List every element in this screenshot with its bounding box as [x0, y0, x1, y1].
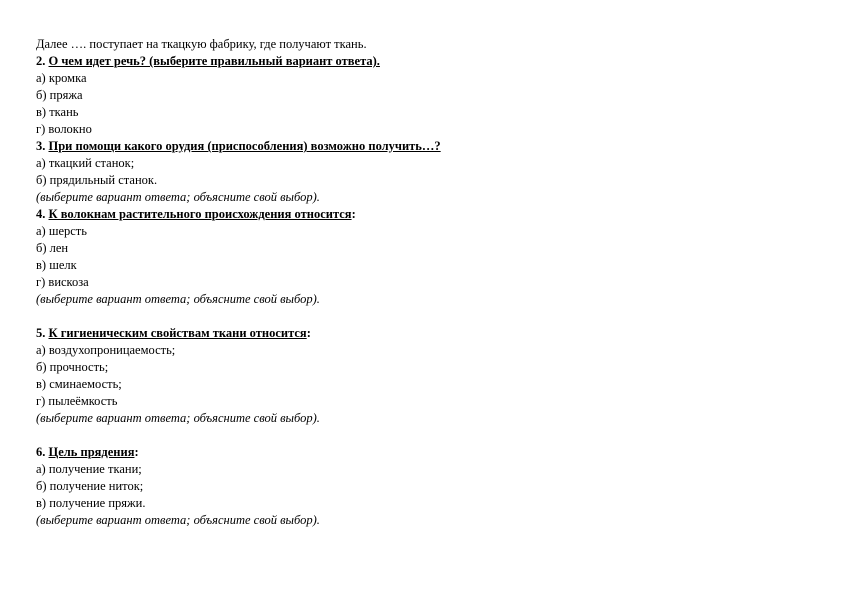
- spacer: [36, 308, 796, 325]
- q5-option-c: в) сминаемость;: [36, 377, 122, 391]
- q4-instruction-note: (выберите вариант ответа; объясните свой выбор).: [36, 292, 320, 306]
- q4-option-d: г) вискоза: [36, 275, 89, 289]
- q5-option-a: а) воздухопроницаемость;: [36, 343, 176, 357]
- question-5-text: К гигиеническим свойствам ткани относится: [48, 326, 307, 340]
- intro-line: Далее …. поступает на ткацкую фабрику, где получают ткань.: [36, 37, 367, 51]
- q6-option-a: а) получение ткани;: [36, 462, 142, 476]
- question-3-text: При помощи какого орудия (приспособления) возможно получить…?: [48, 139, 441, 153]
- spacer: [36, 427, 796, 444]
- question-4-text: К волокнам растительного происхождения относится: [48, 207, 352, 221]
- question-3: [36, 138, 796, 155]
- q2-option-a: а) кромка: [36, 71, 87, 85]
- question-2-text: О чем идет речь? (выберите правильный вариант ответа).: [48, 54, 380, 68]
- q5-option-d: г) пылеёмкость: [36, 394, 118, 408]
- q3-option-a: а) ткацкий станок;: [36, 156, 135, 170]
- question-6-text: Цель прядения: [48, 445, 135, 459]
- question-2-number: 2.: [36, 54, 49, 68]
- question-2: [36, 53, 796, 70]
- question-4: [36, 206, 796, 223]
- question-3-number: 3.: [36, 139, 49, 153]
- question-6: [36, 444, 796, 461]
- q2-option-d: г) волокно: [36, 122, 92, 136]
- q2-option-b: б) пряжа: [36, 88, 83, 102]
- document-content: [36, 36, 796, 529]
- question-6-colon: :: [134, 445, 139, 459]
- question-5-colon: :: [306, 326, 311, 340]
- q4-option-c: в) шелк: [36, 258, 77, 272]
- q3-option-b: б) прядильный станок.: [36, 173, 158, 187]
- q6-instruction-note: (выберите вариант ответа; объясните свой выбор).: [36, 513, 320, 527]
- q6-option-c: в) получение пряжи.: [36, 496, 146, 510]
- question-4-colon: :: [351, 207, 356, 221]
- question-4-number: 4.: [36, 207, 49, 221]
- q3-instruction-note: (выберите вариант ответа; объясните свой выбор).: [36, 190, 320, 204]
- question-6-number: 6.: [36, 445, 49, 459]
- question-5-number: 5.: [36, 326, 49, 340]
- q4-option-a: а) шерсть: [36, 224, 87, 238]
- q2-option-c: в) ткань: [36, 105, 79, 119]
- question-5: [36, 325, 796, 342]
- q5-option-b: б) прочность;: [36, 360, 109, 374]
- q4-option-b: б) лен: [36, 241, 69, 255]
- q5-instruction-note: (выберите вариант ответа; объясните свой выбор).: [36, 411, 320, 425]
- q6-option-b: б) получение ниток;: [36, 479, 144, 493]
